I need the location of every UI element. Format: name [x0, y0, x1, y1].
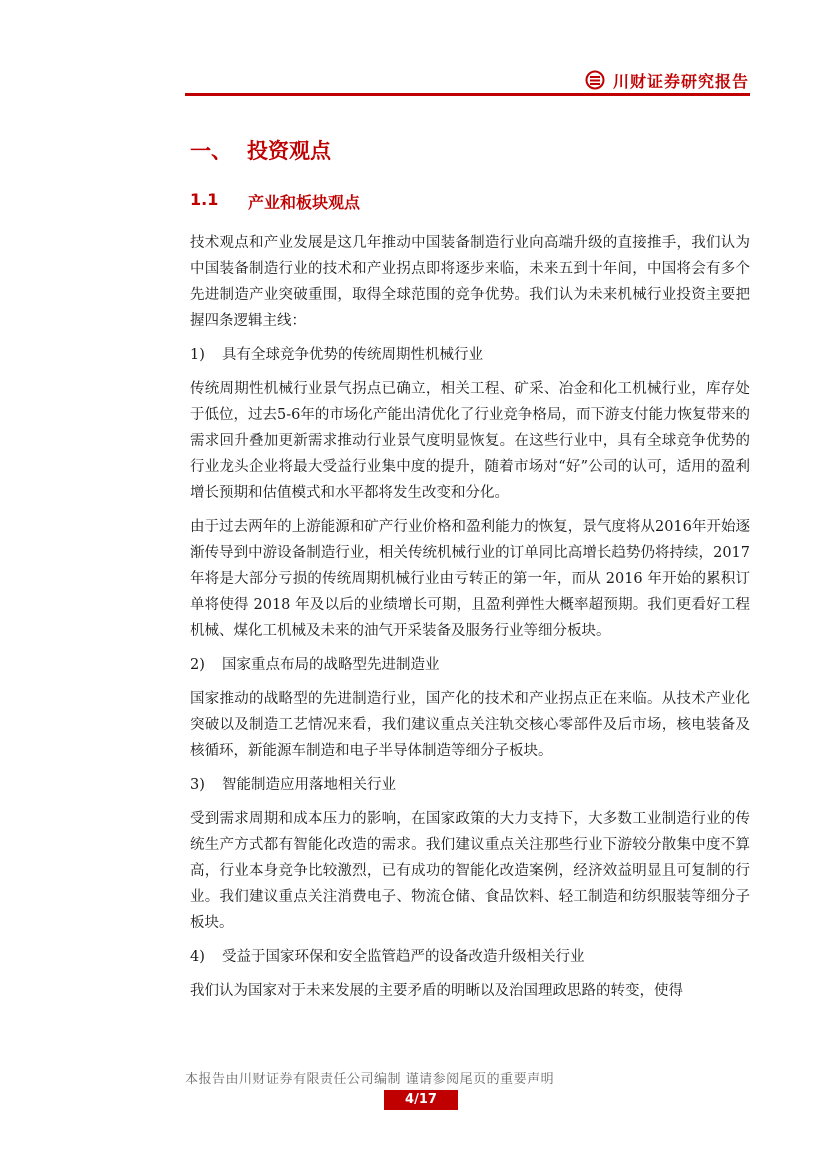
paragraph-4: 我们认为国家对于未来发展的主要矛盾的明晰以及治国理政思路的转变，使得: [190, 983, 683, 999]
footer-disclaimer: 本报告由川财证券有限责任公司编制 谨请参阅尾页的重要声明: [185, 1072, 555, 1087]
report-header: [585, 68, 749, 92]
intro-paragraph: 技术观点和产业发展是这几年推动中国装备制造行业向高端升级的直接推手，我们认为中国装备制造行业的技术和产业拐点即将逐步来临，未来五到十年间，中国将会有多个先进制造产业突破重围，取得全球范围的竞争优势。我们认为未来机械行业投资主要把握四条逻辑主线：: [190, 235, 750, 329]
list-item-4: [190, 944, 750, 970]
page-number: 4/17: [384, 1090, 458, 1110]
section-heading: [190, 135, 331, 165]
paragraph-3: 受到需求周期和成本压力的影响，在国家政策的大力支持下，大多数工业制造行业的传统生产方式都有智能化改造的需求。我们建议重点关注那些行业下游较分散集中度不算高，行业本身竞争比较激烈，已有成功的智能化改造案例，经济效益明显且可复制的行业。我们建议重点关注消费电子、物流仓储、食品饮料、轻工制造和纺织服装等细分子板块。: [190, 811, 750, 931]
header-divider: [185, 93, 750, 96]
subsection-heading: [190, 190, 360, 213]
subsection-title: 产业和板块观点: [248, 193, 361, 212]
subsection-number: 1.1: [190, 190, 219, 209]
list-item-3: [190, 772, 750, 798]
section-number: 一、: [190, 139, 232, 163]
report-body: [190, 230, 750, 1012]
list-item-1: [190, 342, 750, 368]
list-item-number: 3): [190, 777, 205, 793]
section-title: 投资观点: [247, 139, 331, 163]
list-item-title: 受益于国家环保和安全监管趋严的设备改造升级相关行业: [222, 949, 585, 965]
brand-logo-icon: [585, 70, 605, 90]
list-item-title: 具有全球竞争优势的传统周期性机械行业: [222, 347, 483, 363]
paragraph-1a: 传统周期性机械行业景气拐点已确立，相关工程、矿采、冶金和化工机械行业，库存处于低位，过去5-6年的市场化产能出清优化了行业竞争格局，而下游支付能力恢复带来的需求回升叠加更新需求推动行业景气度明显恢复。在这些行业中，具有全球竞争优势的行业龙头企业将最大受益行业集中度的提升，随着市场对“好”公司的认可，适用的盈利增长预期和估值模式和水平都将发生改变和分化。: [190, 381, 750, 501]
list-item-number: 4): [190, 949, 205, 965]
list-item-number: 1): [190, 347, 205, 363]
list-item-number: 2): [190, 657, 205, 673]
paragraph-2: 国家推动的战略型的先进制造行业，国产化的技术和产业拐点正在来临。从技术产业化突破以及制造工艺情况来看，我们建议重点关注轨交核心零部件及后市场，核电装备及核循环，新能源车制造和电子半导体制造等细分子板块。: [190, 691, 750, 759]
paragraph-1b: 由于过去两年的上游能源和矿产行业价格和盈利能力的恢复，景气度将从2016年开始逐渐传导到中游设备制造行业，相关传统机械行业的订单同比高增长趋势仍将持续，2017年将是大部分亏损的传统周期机械行业由亏转正的第一年，而从 2016 年开始的累积订单将使得 2018 年及以后的业绩增长可期，且盈利弹性大概率超预期。我们更看好工程机械、煤化工机械及未来的油气开采装备及服务行业等细分板块。: [190, 519, 750, 639]
brand-name: 川财证券研究报告: [613, 71, 750, 91]
list-item-title: 智能制造应用落地相关行业: [222, 777, 396, 793]
list-item-2: [190, 652, 750, 678]
list-item-title: 国家重点布局的战略型先进制造业: [222, 657, 440, 673]
